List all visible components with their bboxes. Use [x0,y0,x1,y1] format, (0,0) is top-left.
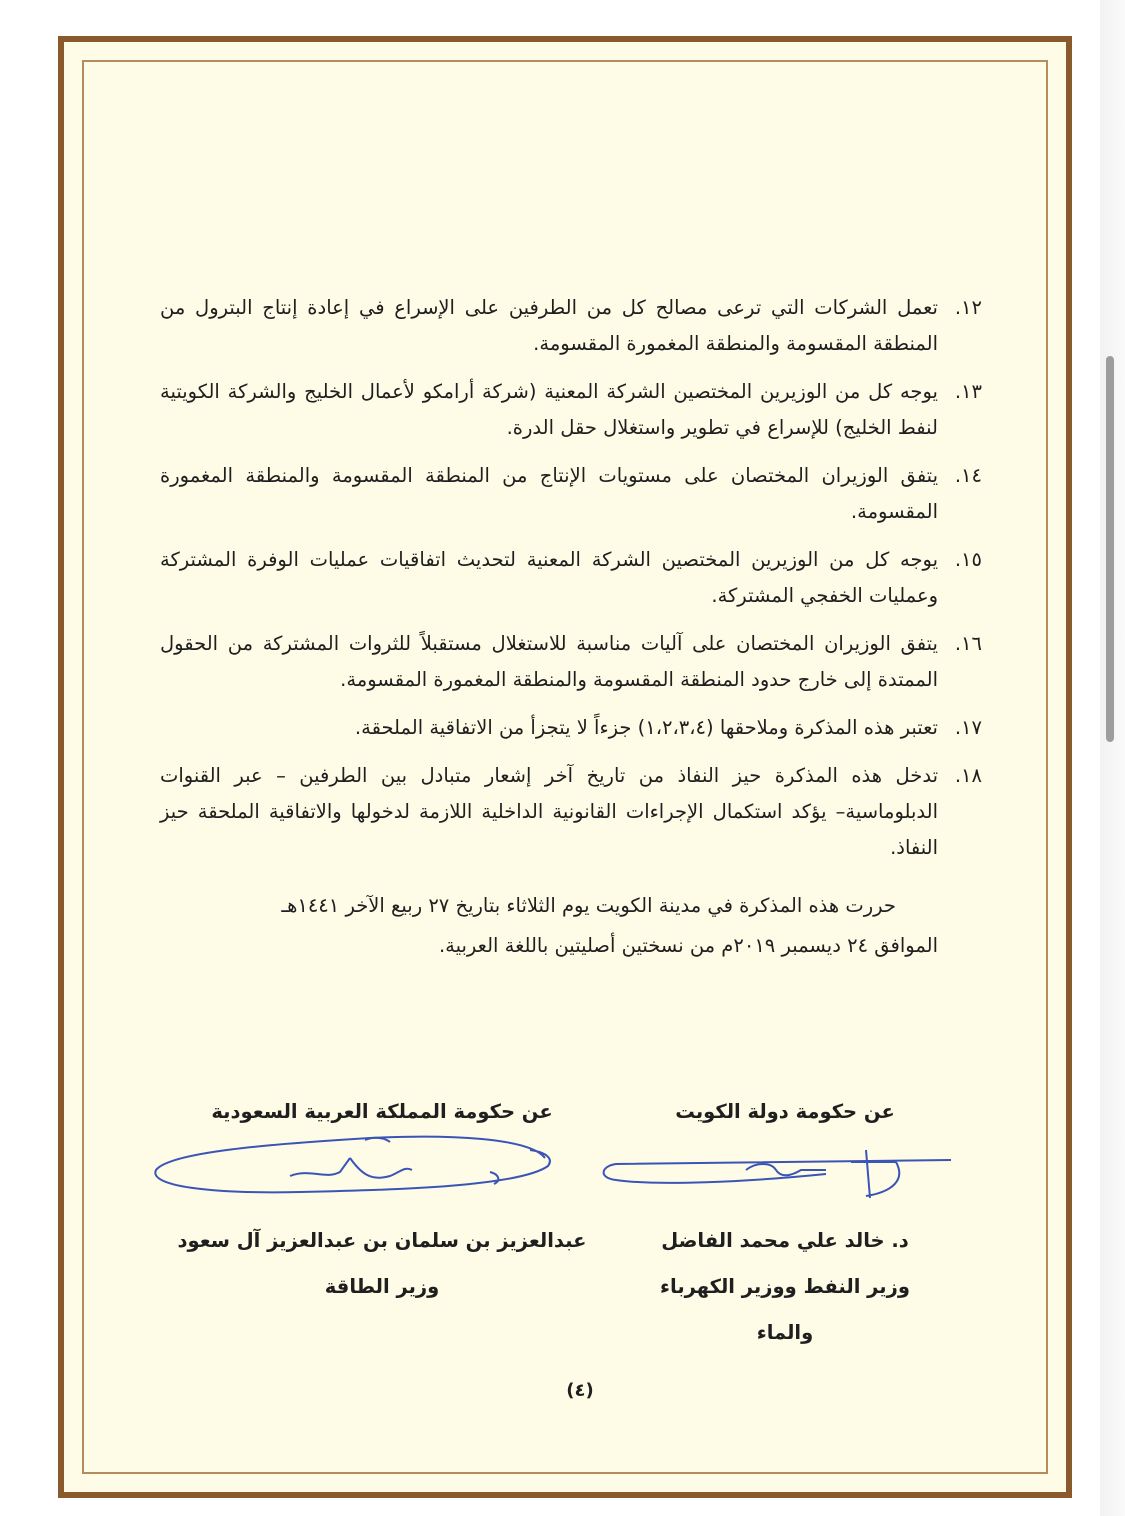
list-item [160,458,982,530]
saudi-signature-icon [150,1128,560,1218]
list-item [160,710,982,746]
item-number: ١٤. [954,464,982,487]
item-number: ١٥. [954,548,982,571]
kuwait-signatory [630,1100,940,1356]
list-item [160,374,982,446]
item-text: يوجه كل من الوزيرين المختصين الشركة المعنية لتحديث اتفاقيات عمليات الوفرة المشتركة وعمليات الخفجي المشتركة. [160,548,938,607]
page-number: (٤) [566,1380,594,1401]
item-text: يوجه كل من الوزيرين المختصين الشركة المعنية (شركة أرامكو لأعمال الخليج والشركة الكويتية لنفط الخليج) للإسراع في تطوير واستغلال حقل الدرة. [160,380,938,439]
list-item [160,626,982,698]
kuwait-signature-icon [596,1140,956,1210]
kuwait-signatory-title: وزير النفط ووزير الكهرباء والماء [660,1275,910,1344]
list-item [160,758,982,866]
item-text: يتفق الوزيران المختصان على مستويات الإنتاج من المنطقة المقسومة والمنطقة المغمورة المقسومة. [160,464,938,523]
closing-line-1: حررت هذه المذكرة في مدينة الكويت يوم الثلاثاء بتاريخ ٢٧ ربيع الآخر ١٤٤١هـ [281,894,896,917]
saudi-signatory-name: عبدالعزيز بن سلمان بن عبدالعزيز آل سعود [177,1229,587,1252]
kuwait-signatory-name: د. خالد علي محمد الفاضل [661,1229,909,1252]
saudi-government-label: عن حكومة المملكة العربية السعودية [211,1100,553,1123]
item-number: ١٦. [954,632,982,655]
viewer-edge [1100,0,1125,1516]
item-number: ١٨. [954,764,982,787]
list-item [160,542,982,614]
kuwait-government-label: عن حكومة دولة الكويت [675,1100,895,1123]
item-number: ١٧. [954,716,982,739]
list-item [160,290,982,362]
item-text: تعمل الشركات التي ترعى مصالح كل من الطرفين على الإسراع في إعادة إنتاج البترول من المنطقة المقسومة والمنطقة المغمورة المقسومة. [160,296,938,355]
document-body [160,290,982,966]
closing-paragraph [160,886,982,966]
item-text: تعتبر هذه المذكرة وملاحقها (١،٢،٣،٤) جزءاً لا يتجزأ من الاتفاقية الملحقة. [354,716,938,739]
item-number: ١٢. [954,296,982,319]
item-number: ١٣. [954,380,982,403]
vertical-scrollbar[interactable] [1106,356,1114,742]
item-text: تدخل هذه المذكرة حيز النفاذ من تاريخ آخر إشعار متبادل بين الطرفين – عبر القنوات الدبلوماسية– يؤكد استكمال الإجراءات القانونية الداخلية اللازمة لدخولها والاتفاقية الملحقة حيز النفاذ. [160,764,938,859]
item-text: يتفق الوزيران المختصان على آليات مناسبة للاستغلال مستقبلاً للثروات المشتركة من الحقول الممتدة إلى خارج حدود المنطقة المقسومة والمنطقة المغمورة المقسومة. [160,632,938,691]
closing-line-2: الموافق ٢٤ ديسمبر ٢٠١٩م من نسختين أصليتين باللغة العربية. [438,934,938,957]
saudi-signatory-title: وزير الطاقة [324,1275,440,1298]
